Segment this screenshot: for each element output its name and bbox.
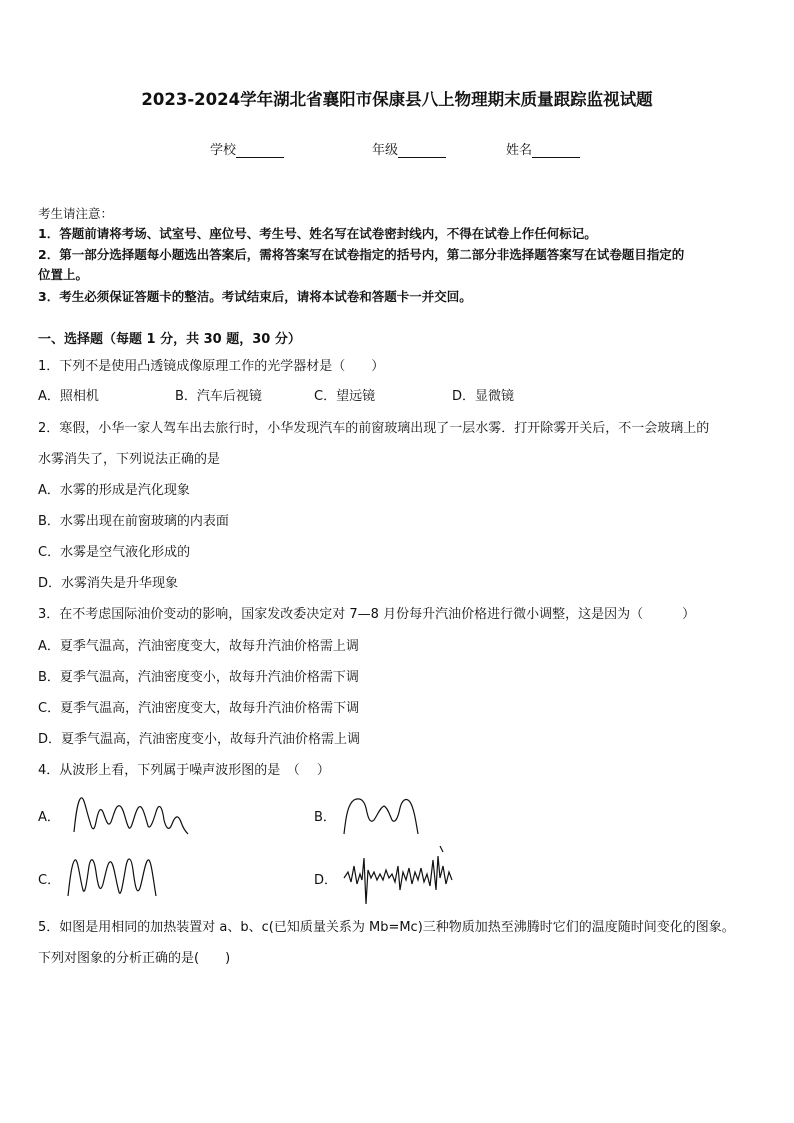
q1-option-c[interactable]: C．望远镜 xyxy=(314,389,376,404)
waveform-d-line xyxy=(344,856,452,904)
waveform-c-line xyxy=(68,859,156,896)
question-2-stem-cont: 水雾消失了，下列说法正确的是 xyxy=(38,452,221,467)
q3-option-d[interactable]: D．夏季气温高，汽油密度变小，故每升汽油价格需上调 xyxy=(38,732,361,747)
grade-label: 年级 xyxy=(372,143,399,158)
q1-option-b[interactable]: B．汽车后视镜 xyxy=(175,389,262,404)
waveform-b-line xyxy=(344,799,418,834)
grade-blank[interactable] xyxy=(398,143,446,158)
grade-field[interactable] xyxy=(372,139,446,158)
question-5-stem-cont: 下列对图象的分析正确的是( ) xyxy=(38,951,231,966)
question-4-stem: 4．从波形上看，下列属于噪声波形图的是 （ ） xyxy=(38,763,330,778)
q4-option-b-label[interactable]: B． xyxy=(314,810,336,825)
q4-waveform-b[interactable] xyxy=(342,794,420,836)
name-field[interactable] xyxy=(506,139,580,158)
q3-option-c[interactable]: C．夏季气温高，汽油密度变大，故每升汽油价格需下调 xyxy=(38,701,360,716)
q2-option-a[interactable]: A．水雾的形成是汽化现象 xyxy=(38,483,190,498)
q3-option-a[interactable]: A．夏季气温高，汽油密度变大，故每升汽油价格需上调 xyxy=(38,639,359,654)
exam-title: 2023-2024学年湖北省襄阳市保康县八上物理期末质量跟踪监视试题 xyxy=(141,90,653,109)
waveform-a-line xyxy=(74,798,188,834)
q4-waveform-c[interactable] xyxy=(66,852,158,900)
q4-option-c-label[interactable]: C． xyxy=(38,873,61,888)
notice-item-3: 3．考生必须保证答题卡的整洁。考试结束后，请将本试卷和答题卡一并交回。 xyxy=(38,289,472,304)
notice-item-1: 1．答题前请将考场、试室号、座位号、考生号、姓名写在试卷密封线内，不得在试卷上作任何标记。 xyxy=(38,226,597,241)
name-label: 姓名 xyxy=(506,143,533,158)
q1-option-d[interactable]: D．显微镜 xyxy=(452,389,515,404)
student-info-row xyxy=(0,139,794,159)
question-1-options xyxy=(38,385,758,403)
q4-waveform-d[interactable] xyxy=(342,844,458,906)
q2-option-c[interactable]: C．水雾是空气液化形成的 xyxy=(38,545,191,560)
question-3-stem: 3．在不考虑国际油价变动的影响，国家发改委决定对 7—8 月份每升汽油价格进行微小调整，这是因为（ ） xyxy=(38,607,696,622)
waveform-d-spike xyxy=(440,846,443,852)
q2-option-d[interactable]: D．水雾消失是升华现象 xyxy=(38,576,179,591)
school-label: 学校 xyxy=(210,143,237,158)
q2-option-b[interactable]: B．水雾出现在前窗玻璃的内表面 xyxy=(38,514,229,529)
notice-item-2: 2．第一部分选择题每小题选出答案后，需将答案写在试卷指定的括号内，第二部分非选择题答案写在试卷题目指定的 xyxy=(38,247,685,262)
question-1-stem: 1．下列不是使用凸透镜成像原理工作的光学器材是（ ） xyxy=(38,359,385,374)
q4-option-a-label[interactable]: A． xyxy=(38,810,60,825)
school-field[interactable] xyxy=(210,139,284,158)
q1-option-a[interactable]: A．照相机 xyxy=(38,389,99,404)
question-5-stem: 5．如图是用相同的加热装置对 a、b、c(已知质量关系为 Mb=Mc)三种物质加热至沸腾时它们的温度随时间变化的图象。 xyxy=(38,920,735,935)
section-heading: 一、选择题（每题 1 分，共 30 题，30 分） xyxy=(38,332,301,347)
question-2-stem: 2．寒假，小华一家人驾车出去旅行时，小华发现汽车的前窗玻璃出现了一层水雾．打开除雾开关后，不一会玻璃上的 xyxy=(38,421,710,436)
q4-waveform-a[interactable] xyxy=(72,792,190,836)
school-blank[interactable] xyxy=(236,143,284,158)
name-blank[interactable] xyxy=(532,143,580,158)
notice-item-2-cont: 位置上。 xyxy=(38,267,89,282)
notice-heading: 考生请注意： xyxy=(38,206,114,221)
q3-option-b[interactable]: B．夏季气温高，汽油密度变小，故每升汽油价格需下调 xyxy=(38,670,359,685)
q4-option-d-label[interactable]: D． xyxy=(314,873,338,888)
